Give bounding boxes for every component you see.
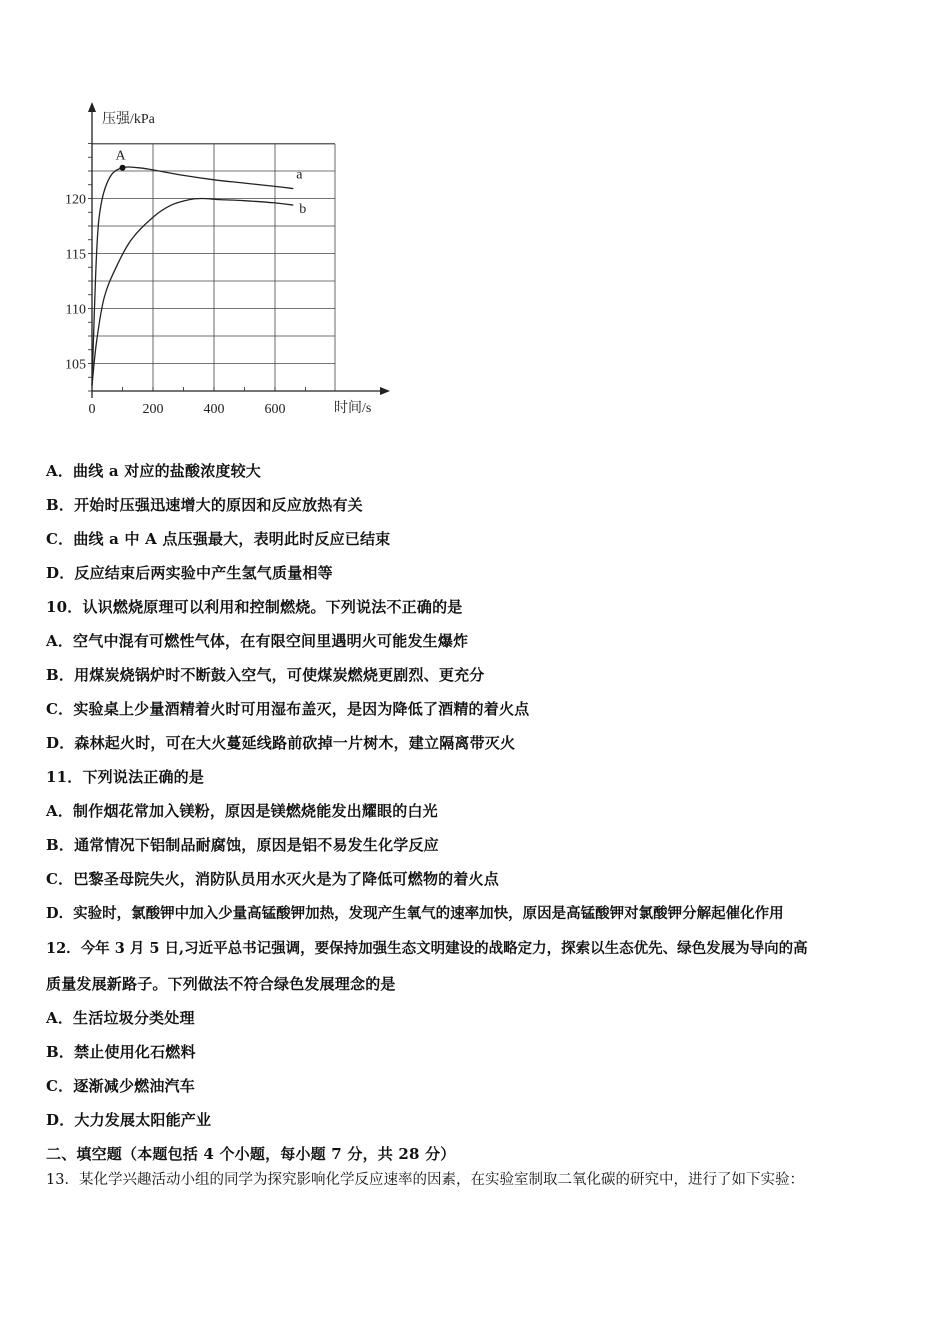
q10-option-b: B．用煤炭烧锅炉时不断鼓入空气，可使煤炭燃烧更剧烈、更充分 [46, 666, 485, 684]
q11-option-a: A．制作烟花常加入镁粉，原因是镁燃烧能发出耀眼的白光 [46, 802, 438, 820]
q10-option-a: A．空气中混有可燃性气体，在有限空间里遇明火可能发生爆炸 [46, 632, 469, 650]
x-axis-label: 时间/s [334, 401, 372, 416]
chart-axes [88, 102, 390, 398]
point-a-marker [120, 165, 126, 171]
q12-stem-line2: 质量发展新路子。下列做法不符合绿色发展理念的是 [46, 975, 396, 993]
y-tick-label: 120 [65, 192, 86, 208]
series-b-label: b [299, 202, 307, 218]
q9-option-d: D．反应结束后两实验中产生氢气质量相等 [46, 564, 333, 582]
curve-b [92, 199, 293, 386]
q10-option-d: D．森林起火时，可在大火蔓延线路前砍掉一片树木，建立隔离带灭火 [46, 734, 516, 752]
y-tick-label: 110 [65, 302, 86, 318]
y-axis-label: 压强/kPa [102, 112, 155, 127]
y-tick-labels [65, 144, 92, 392]
x-tick-label: 400 [203, 402, 225, 417]
pressure-time-chart [40, 98, 400, 428]
q13-stem: 13．某化学兴趣活动小组的同学为探究影响化学反应速率的因素，在实验室制取二氧化碳的研究中，进行了如下实验： [46, 1172, 804, 1188]
q11-stem: 11．下列说法正确的是 [46, 768, 205, 786]
section-2-heading: 二、填空题（本题包括 4 个小题，每小题 7 分，共 28 分） [46, 1145, 456, 1163]
point-a-label: A [115, 148, 126, 164]
q12-stem-line1: 12．今年 3 月 5 日,习近平总书记强调，要保持加强生态文明建设的战略定力，探索以生态优先、绿色发展为导向的高 [46, 940, 808, 957]
q10-stem: 10．认识燃烧原理可以利用和控制燃烧。下列说法不正确的是 [46, 598, 463, 616]
y-tick-label: 105 [65, 357, 86, 373]
series-a-label: a [296, 167, 303, 183]
q11-option-c: C．巴黎圣母院失火，消防队员用水灭火是为了降低可燃物的着火点 [46, 870, 499, 888]
x-axis-arrow [380, 387, 390, 395]
x-tick-label: 600 [264, 402, 286, 417]
q12-option-b: B．禁止使用化石燃料 [46, 1043, 196, 1061]
q12-option-c: C．逐渐减少燃油汽车 [46, 1077, 195, 1095]
chart-curves [92, 167, 293, 386]
q9-option-a: A．曲线 a 对应的盐酸浓度较大 [46, 462, 262, 480]
q12-option-a: A．生活垃圾分类处理 [46, 1009, 195, 1027]
q10-option-c: C．实验桌上少量酒精着火时可用湿布盖灭，是因为降低了酒精的着火点 [46, 700, 530, 718]
q11-option-b: B．通常情况下铝制品耐腐蚀，原因是铝不易发生化学反应 [46, 836, 439, 854]
q9-option-c: C．曲线 a 中 A 点压强最大，表明此时反应已结束 [46, 530, 391, 548]
y-axis-arrow [88, 102, 96, 112]
x-tick-label: 200 [142, 402, 164, 417]
q9-option-b: B．开始时压强迅速增大的原因和反应放热有关 [46, 496, 363, 514]
q11-option-d: D．实验时，氯酸钾中加入少量高锰酸钾加热，发现产生氧气的速率加快，原因是高锰酸钾对氯酸钾分解起催化作用 [46, 905, 784, 922]
curve-a [92, 167, 293, 386]
q12-option-d: D．大力发展太阳能产业 [46, 1111, 212, 1129]
y-tick-label: 115 [65, 247, 86, 263]
x-tick-label: 0 [88, 402, 96, 417]
